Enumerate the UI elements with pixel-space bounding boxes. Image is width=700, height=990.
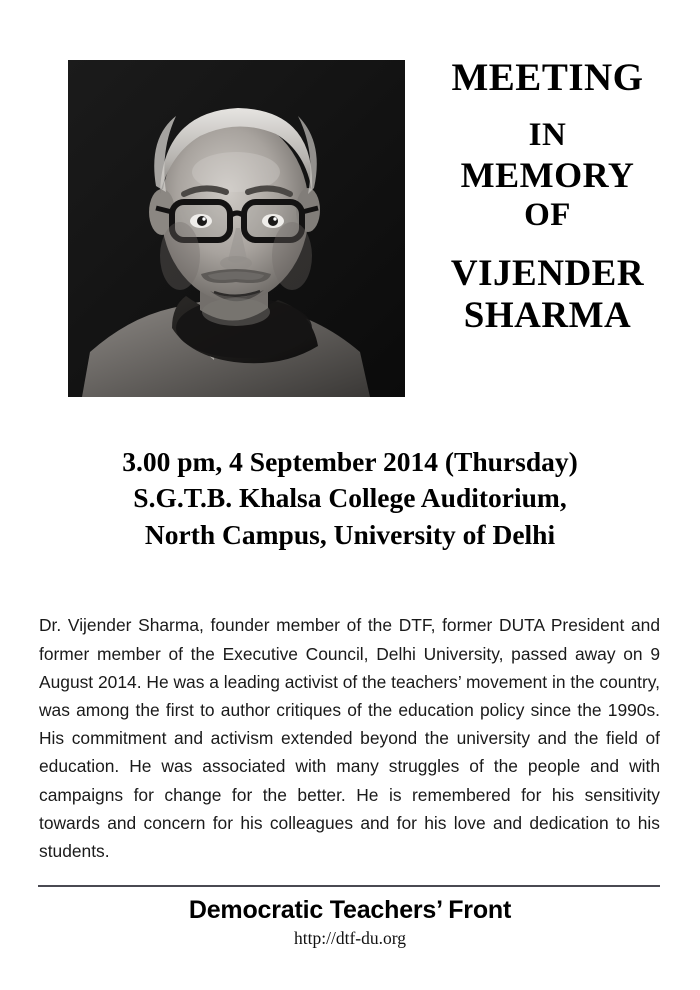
heading-line-sharma: SHARMA — [463, 295, 632, 337]
portrait-illustration — [68, 60, 405, 397]
poster-heading — [405, 55, 690, 338]
organization-url[interactable]: http://dtf-du.org — [294, 928, 406, 948]
event-time-date: 3.00 pm, 4 September 2014 (Thursday) — [122, 446, 578, 477]
poster-header-section — [0, 0, 700, 420]
portrait-photo — [68, 60, 405, 397]
footer-divider — [38, 885, 660, 887]
organization-name: Democratic Teachers’ Front — [188, 896, 512, 924]
heading-line-in: IN — [528, 117, 567, 154]
heading-line-of: OF — [524, 197, 571, 234]
heading-line-memory: MEMORY — [460, 154, 635, 195]
event-details — [30, 444, 670, 553]
event-location: North Campus, University of Delhi — [144, 518, 556, 550]
heading-line-meeting: MEETING — [451, 56, 644, 99]
event-venue: S.G.T.B. Khalsa College Auditorium, — [133, 482, 567, 514]
obituary-paragraph: Dr. Vijender Sharma, founder member of the DTF, former DUTA President and former member of the Executive Council, Delhi University, passed away on 9 August 2014. He was a leading activist of the teachers’ movement in the country, was among the first to author critiques of the education policy since the 1990s. His commitment and activism extended beyond the university and the field of education. He was associated with many struggles of the people and with campaigns for change for the better. He is remembered for his sensitivity towards and concern for his colleagues and for his love and dedication to his students. — [39, 615, 660, 861]
heading-line-vijender: VIJENDER — [450, 252, 645, 294]
